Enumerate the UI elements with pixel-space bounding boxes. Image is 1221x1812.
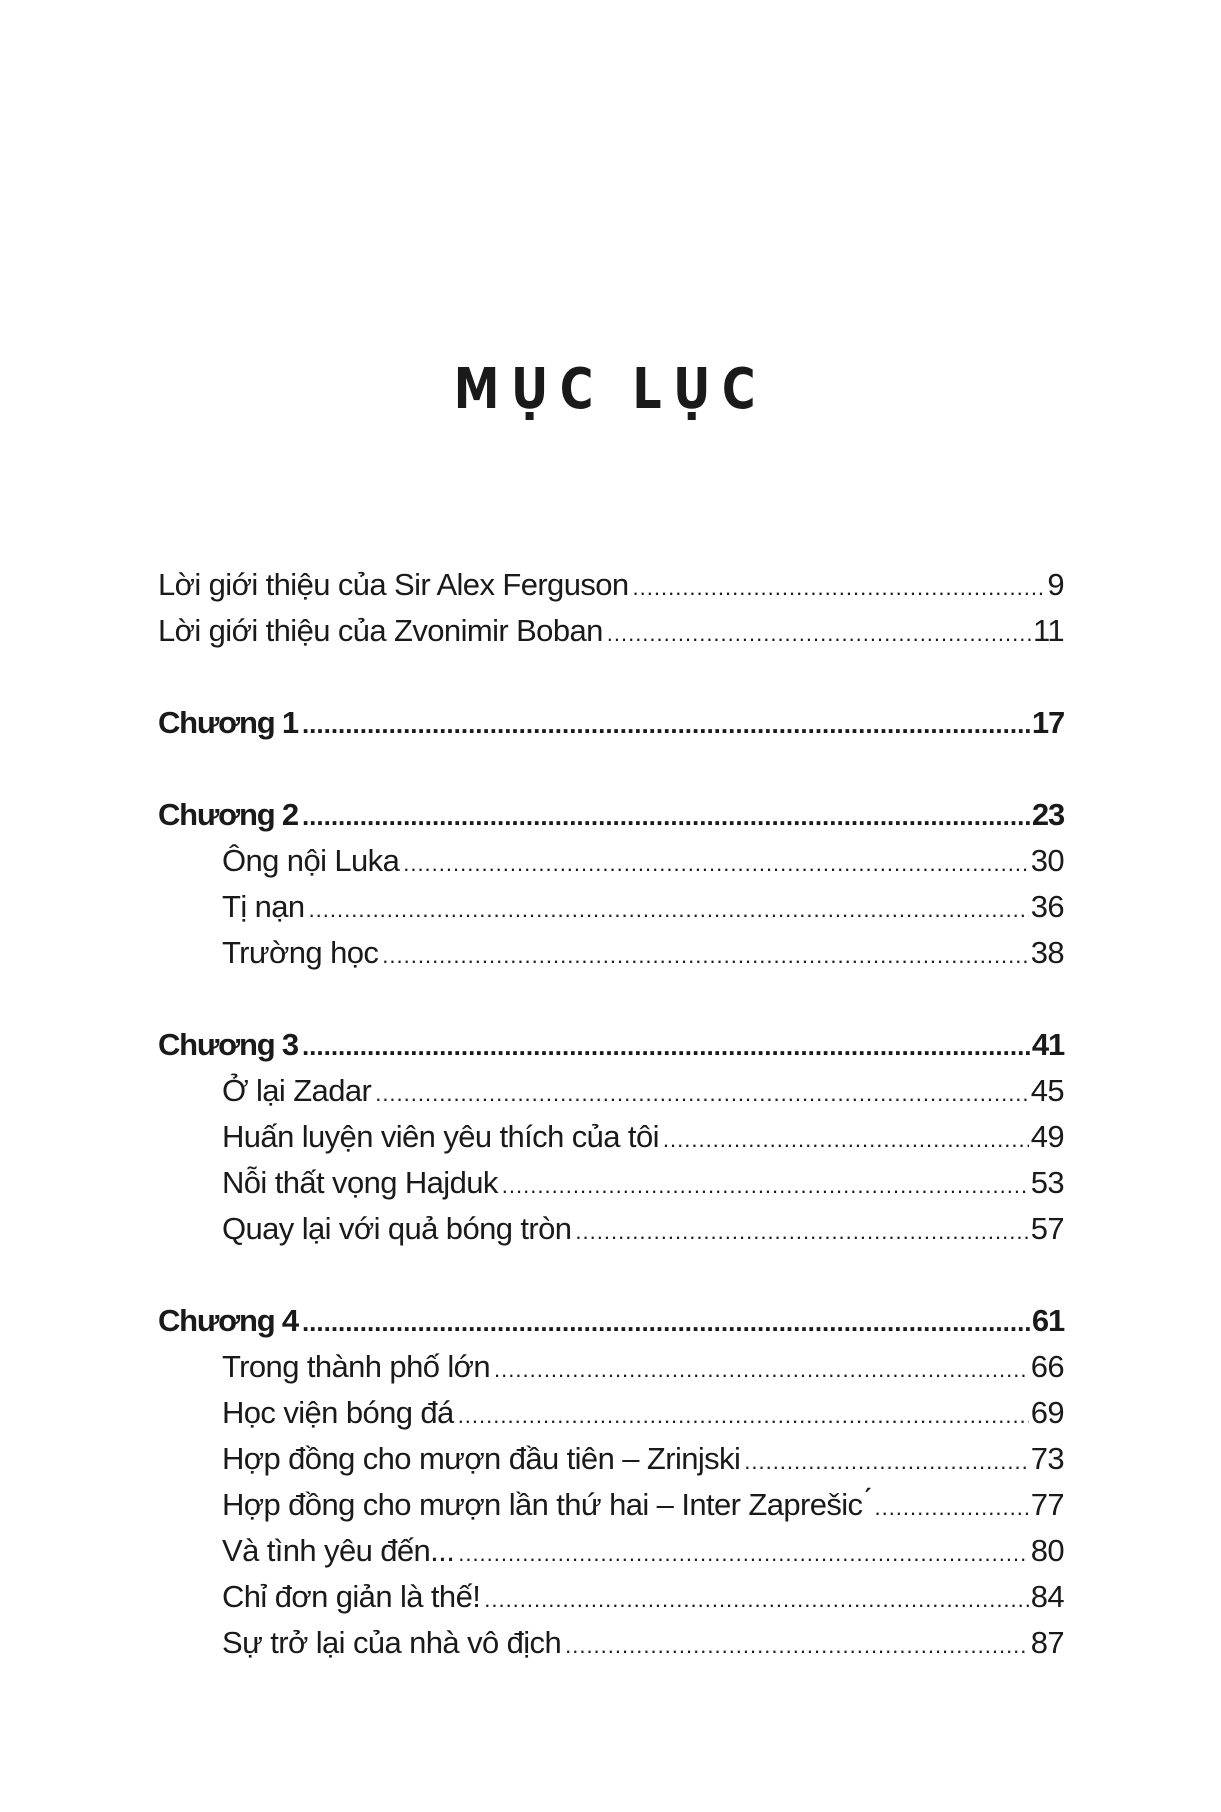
toc-section[interactable] [158,1068,1064,1114]
toc-section[interactable] [158,1206,1064,1252]
toc-section[interactable] [158,1344,1064,1390]
toc-section-label: Hợp đồng cho mượn lần thứ hai – Inter Zaprešic ́ [222,1487,871,1522]
toc-section-page: 45 [1030,1073,1064,1108]
toc-entry-page: 9 [1047,567,1064,602]
dot-leader [575,1209,1028,1255]
toc-section-page: 49 [1030,1119,1064,1154]
dot-leader [663,1117,1029,1163]
spacer [158,1252,1064,1298]
toc-section-page: 80 [1030,1533,1064,1568]
toc-chapter-page: 23 [1031,797,1064,832]
toc-section-label: Sự trở lại của nhà vô địch [222,1625,562,1660]
toc-section-page: 77 [1030,1487,1064,1522]
toc-chapter[interactable] [158,700,1064,746]
toc-section-page: 36 [1030,889,1064,924]
toc-section-label: Ông nội Luka [222,843,400,878]
toc-section[interactable] [158,930,1064,976]
toc-chapter-page: 41 [1031,1027,1064,1062]
toc-section-label: Chỉ đơn giản là thế! [222,1579,481,1614]
toc-section-page: 57 [1030,1211,1064,1246]
dot-leader [302,793,1030,839]
dot-leader [309,887,1029,933]
toc-section-label: Tị nạn [222,889,305,924]
dot-leader [458,1393,1029,1439]
dot-leader [607,611,1031,657]
toc-entry[interactable] [158,562,1064,608]
toc-section-label: Trường học [222,935,379,970]
toc-section-label: Ở lại Zadar [222,1073,372,1108]
toc-chapter[interactable] [158,792,1064,838]
toc-entry-page: 11 [1033,613,1064,648]
toc-section-page: 84 [1030,1579,1064,1614]
toc-section[interactable] [158,1160,1064,1206]
toc-section-label: Học viện bóng đá [222,1395,454,1430]
page-title: MỤC LỤC [453,357,768,422]
toc-entry-label: Lời giới thiệu của Sir Alex Ferguson [158,567,629,602]
toc-section-page: 73 [1030,1441,1064,1476]
toc-section-label: Hợp đồng cho mượn đầu tiên – Zrinjski [222,1441,741,1476]
toc-section-label: Trong thành phố lớn [222,1349,491,1384]
toc-chapter-label: Chương 4 [158,1303,298,1338]
dot-leader [458,1531,1028,1577]
toc-section[interactable] [158,884,1064,930]
dot-leader [633,565,1046,611]
dot-leader [565,1623,1029,1669]
toc-entry[interactable] [158,608,1064,654]
toc-section-page: 87 [1030,1625,1064,1660]
toc-section-label: Quay lại với quả bóng tròn [222,1211,572,1246]
dot-leader [744,1439,1028,1485]
dot-leader [403,841,1028,887]
toc-chapter-label: Chương 1 [158,705,298,740]
dot-leader [494,1347,1029,1393]
table-of-contents [158,562,1064,1666]
toc-section[interactable] [158,1482,1064,1528]
toc-chapter-label: Chương 2 [158,797,298,832]
toc-section-page: 66 [1030,1349,1064,1384]
toc-section-label: Nỗi thất vọng Hajduk [222,1165,498,1200]
toc-section-page: 69 [1030,1395,1064,1430]
dot-leader [502,1163,1029,1209]
spacer [158,976,1064,1022]
toc-section-label: Và tình yêu đến... [222,1533,455,1568]
toc-chapter[interactable] [158,1298,1064,1344]
dot-leader [375,1071,1029,1117]
toc-chapter-page: 17 [1031,705,1064,740]
dot-leader [484,1577,1028,1623]
toc-chapter[interactable] [158,1022,1064,1068]
dot-leader [302,1023,1030,1069]
toc-chapter-page: 61 [1031,1303,1064,1338]
spacer [158,654,1064,700]
toc-section-page: 53 [1030,1165,1064,1200]
toc-section[interactable] [158,1528,1064,1574]
toc-section-page: 38 [1030,935,1064,970]
toc-chapter-label: Chương 3 [158,1027,298,1062]
dot-leader [382,933,1028,979]
spacer [158,746,1064,792]
toc-section[interactable] [158,1574,1064,1620]
toc-section[interactable] [158,1390,1064,1436]
toc-section-label: Huấn luyện viên yêu thích của tôi [222,1119,659,1154]
toc-section[interactable] [158,1620,1064,1666]
dot-leader [874,1485,1028,1531]
dot-leader [302,701,1030,747]
toc-section-page: 30 [1030,843,1064,878]
dot-leader [302,1299,1030,1345]
toc-section[interactable] [158,838,1064,884]
toc-entry-label: Lời giới thiệu của Zvonimir Boban [158,613,603,648]
toc-section[interactable] [158,1114,1064,1160]
toc-section[interactable] [158,1436,1064,1482]
